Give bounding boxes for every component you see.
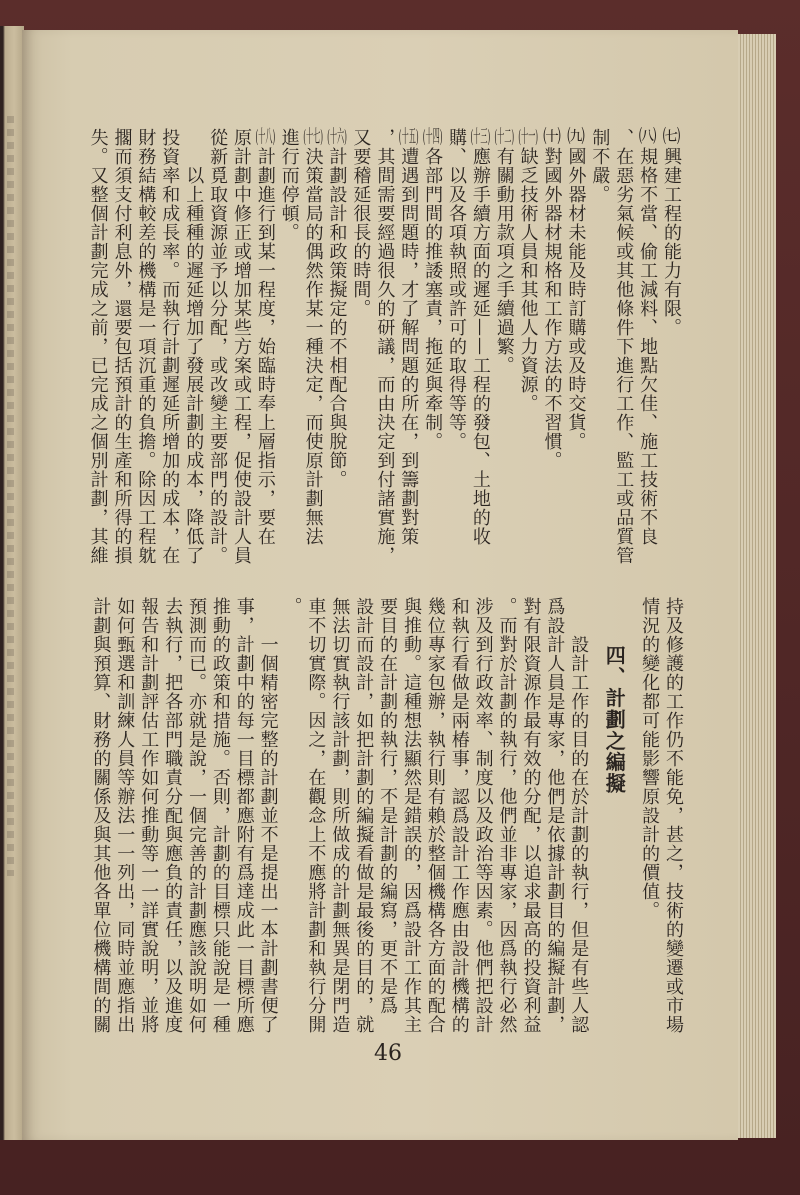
text-column: 報告和計劃評估工作如何推動等一一詳實說明，並將 — [138, 597, 160, 1034]
text-column: 事，計劃中的每一目標都應附有爲達成此一目標所應 — [233, 597, 255, 1034]
text-column: 制不嚴。 — [589, 128, 611, 204]
list-marker: (十四) — [422, 128, 443, 146]
text-column — [659, 128, 683, 568]
text-column: 車不切實際。因之，在觀念上不應將計劃和執行分開 — [305, 597, 327, 1034]
list-marker: (十八) — [255, 128, 276, 146]
facing-page-text-marks — [7, 116, 14, 876]
text-column — [325, 128, 349, 568]
text-column — [564, 128, 588, 568]
column-text: 各部門間的推諉塞責，拖延與牽制。 — [422, 147, 444, 451]
upper-text-block — [85, 128, 683, 568]
text-column: 推動的政策和措施。否則，計劃的目標只能說是一種 — [209, 597, 231, 1034]
text-column: 從新覓取資源並予以分配，或改變主要部門的設計。 — [207, 128, 229, 565]
page-number: 46 — [374, 1041, 402, 1066]
text-column — [635, 128, 659, 568]
text-column — [492, 128, 516, 568]
text-column: 又要稽延很長的時間。 — [350, 128, 372, 318]
text-column: ，其間需要經過很久的研議，而由決定到付諸實施， — [374, 128, 396, 565]
lower-text-block — [88, 597, 685, 1037]
section-heading: 四、計劃之編擬 — [602, 645, 627, 795]
text-column — [301, 128, 325, 568]
column-text: 有關動用款項之手續過繁。 — [493, 147, 515, 375]
text-column: 爲設計人員是專家，他們是依據計劃目的編擬計劃， — [544, 597, 566, 1034]
text-column: 如何甄選和訓練人員等辦法一一列出，同時並應指出 — [114, 597, 136, 1034]
column-text: 國外器材未能及時訂購或及時交貨。 — [565, 147, 587, 451]
text-column: 失。又整個計劃完成之前，已完成之個別計劃，其維 — [87, 128, 109, 565]
list-marker: (十五) — [398, 128, 419, 146]
list-marker: ㈧ — [638, 128, 657, 146]
text-column: 、在惡劣氣候或其他條件下進行工作、監工或品質管 — [613, 128, 635, 565]
list-marker: (十一) — [518, 128, 539, 146]
list-marker: (十六) — [327, 128, 347, 146]
text-column: 持及修護的工作仍不能免，甚之，技術的變遷或市場 — [663, 597, 684, 1034]
column-text: 規格不當、偷工減料、地點欠佳、施工技術不良 — [637, 147, 659, 546]
text-column: 對有限資源作最有效的分配，以追求最高的投資利益 — [520, 597, 542, 1034]
text-column: 。而對於計劃的執行，他們並非專家，因爲執行必然 — [496, 597, 518, 1034]
text-column: 情況的變化都可能影響原設計的價值。 — [639, 597, 661, 920]
text-column: 涉及到行政效率、制度以及政治等因素。他們把設計 — [472, 597, 494, 1034]
column-text: 決策當局的偶然作某一種決定，而使原計劃無法 — [302, 147, 324, 546]
list-marker: ㈩ — [543, 128, 562, 146]
text-column: 購、以及各項執照或許可的取得等等。 — [445, 128, 467, 451]
column-text: 興建工程的能力有限。 — [661, 147, 682, 337]
text-column: 擱而須支付利息外，還要包括預計的生產和所得的損 — [111, 128, 133, 565]
text-column: 設計而設計，如把計劃的編擬看做是最後的目的，就 — [353, 597, 375, 1034]
text-column — [468, 128, 492, 568]
text-column: 投資率和成長率。而執行計劃遲延所增加的成本，在 — [159, 128, 181, 565]
text-column — [253, 128, 277, 568]
text-column — [420, 128, 444, 568]
text-column: 財務結構較差的機構是一項沉重的負擔。除因工程躭 — [135, 128, 157, 565]
text-column — [396, 128, 420, 568]
column-text: 遭遇到問題時，才了解問題的所在，到籌劃對策 — [398, 147, 420, 546]
text-column: 與推動。這種想法顯然是錯誤的，因爲設計工作其主 — [400, 597, 422, 1034]
text-column — [540, 128, 564, 568]
list-marker: ㈦ — [662, 128, 681, 146]
text-column: 和執行看做是兩椿事，認爲設計工作應由設計機構的 — [448, 597, 470, 1034]
list-marker: (十二) — [494, 128, 515, 146]
column-text: 缺乏技術人員和其他人力資源。 — [517, 147, 539, 413]
text-column: 預測而已。亦就是說，一個完善的計劃應該說明如何 — [185, 597, 207, 1034]
text-column: 設計工作的目的在於計劃的執行，但是有些人認 — [568, 635, 590, 1034]
text-column — [516, 128, 540, 568]
text-column: 原計劃中修正或增加某些方案或工程，促使設計人員 — [230, 128, 252, 565]
text-column: 。 — [281, 597, 303, 616]
text-column: 以上種種的遲延增加了發展計劃的成本，降低了 — [183, 166, 205, 565]
facing-page-edge — [0, 26, 24, 1140]
text-column: 一個精密完整的計劃並不是提出一本計劃書便了 — [257, 635, 279, 1034]
column-text: 對國外器材規格和工作方法的不習慣。 — [541, 147, 563, 470]
column-text: 計劃進行到某一程度，始臨時奉上層指示，要在 — [254, 147, 276, 546]
list-marker: ㈨ — [566, 128, 585, 146]
list-marker: (十三) — [470, 128, 491, 146]
text-column: 無法切實執行該計劃，則所做成的計劃無異是閉門造 — [329, 597, 351, 1034]
text-column: 要目的在計劃的執行，不是計劃的編寫，更不是爲 — [377, 597, 399, 1015]
text-column: 去執行，把各部門職責分配與應負的責任，以及進度 — [162, 597, 184, 1034]
column-text: 應辦手續方面的遲延——工程的發包、土地的收 — [469, 147, 491, 546]
text-column: 進行而停頓。 — [278, 128, 300, 242]
page-stack-edge — [738, 34, 776, 1138]
text-column: 計劃與預算、財務的關係及與其他各單位機構間的關 — [90, 597, 112, 1034]
column-text: 計劃設計和政策擬定的不相配合與脫節。 — [326, 147, 348, 489]
list-marker: (十七) — [303, 128, 324, 146]
text-column: 幾位專家包辦，執行則有賴於整個機構各方面的配合 — [424, 597, 446, 1034]
